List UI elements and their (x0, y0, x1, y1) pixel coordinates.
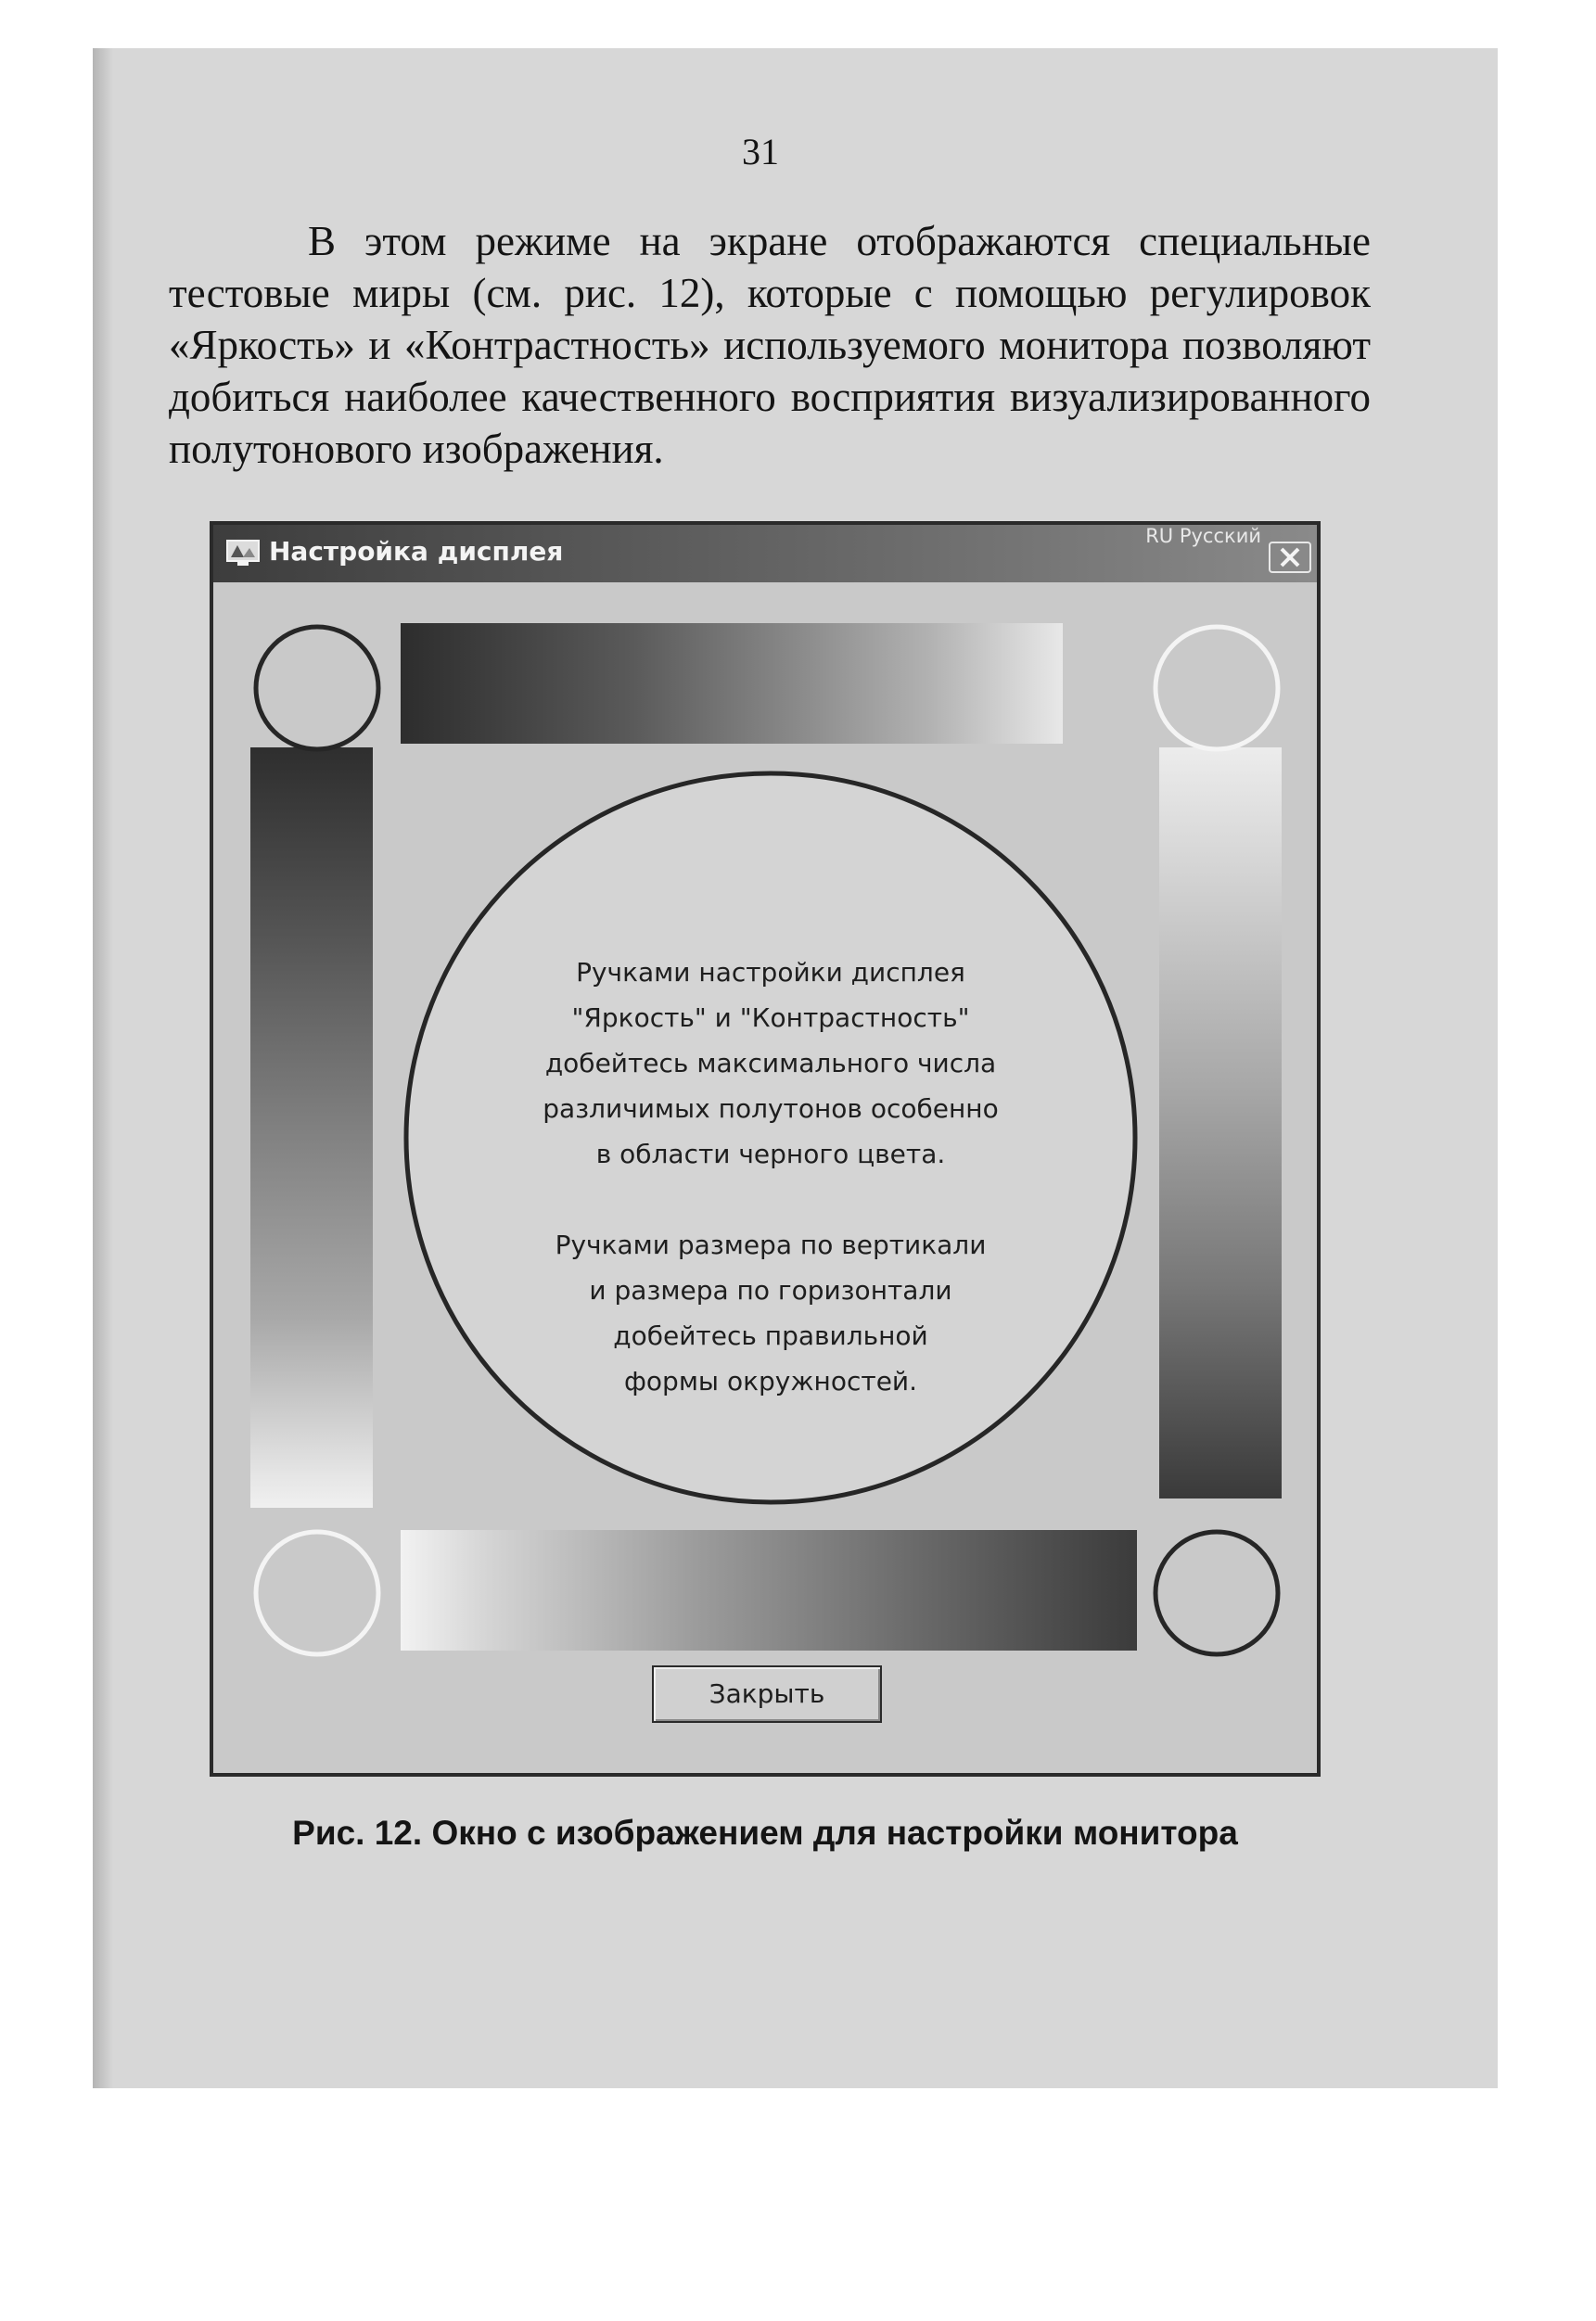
close-button[interactable]: Закрыть (652, 1665, 882, 1723)
instruction-line: Ручками размера по вертикали (555, 1230, 987, 1260)
window-title: Настройка дисплея (269, 536, 564, 567)
test-pattern-area (213, 582, 1317, 1773)
instruction-line: формы окружностей. (623, 1366, 918, 1396)
language-indicator[interactable]: RU Русский (1145, 525, 1261, 547)
corner-circle-top-right (1152, 623, 1282, 753)
display-settings-window (210, 521, 1321, 1777)
figure-caption: Рис. 12. Окно с изображением для настройки монитора (292, 1814, 1238, 1852)
instruction-line: "Яркость" и "Контрастность" (571, 1002, 970, 1033)
instructions-text (402, 950, 1139, 1404)
page-number: 31 (742, 131, 779, 172)
right-grayscale-bar (1159, 747, 1282, 1498)
corner-circle-bottom-left (252, 1528, 382, 1658)
display-icon (226, 540, 260, 567)
instructions-size (402, 1222, 1139, 1404)
instruction-line: в области черного цвета. (595, 1139, 946, 1169)
instruction-line: Ручками настройки дисплея (576, 957, 965, 988)
instruction-line: добейтесь правильной (613, 1320, 928, 1351)
top-grayscale-bar (401, 623, 1063, 744)
body-paragraph: В этом режиме на экране отображаются специальные тестовые миры (см. рис. 12), которые с помощью регулировок «Яркость» и «Контрастность» используемого монитора позволяют добиться наиболее качественного восприятия визуализированного полутонового изображения. (169, 218, 1371, 472)
corner-circle-bottom-right (1152, 1528, 1282, 1658)
instructions-brightness (402, 950, 1139, 1177)
close-icon[interactable] (1269, 542, 1311, 573)
corner-circle-top-left (252, 623, 382, 753)
paper-edge (93, 48, 113, 2088)
instruction-line: добейтесь максимального числа (544, 1048, 997, 1078)
instruction-line: различимых полутонов особенно (543, 1093, 999, 1124)
bottom-grayscale-bar (401, 1530, 1137, 1651)
instruction-line: и размера по горизонтали (589, 1275, 952, 1306)
left-grayscale-bar (250, 747, 373, 1508)
title-bar[interactable] (213, 525, 1317, 582)
